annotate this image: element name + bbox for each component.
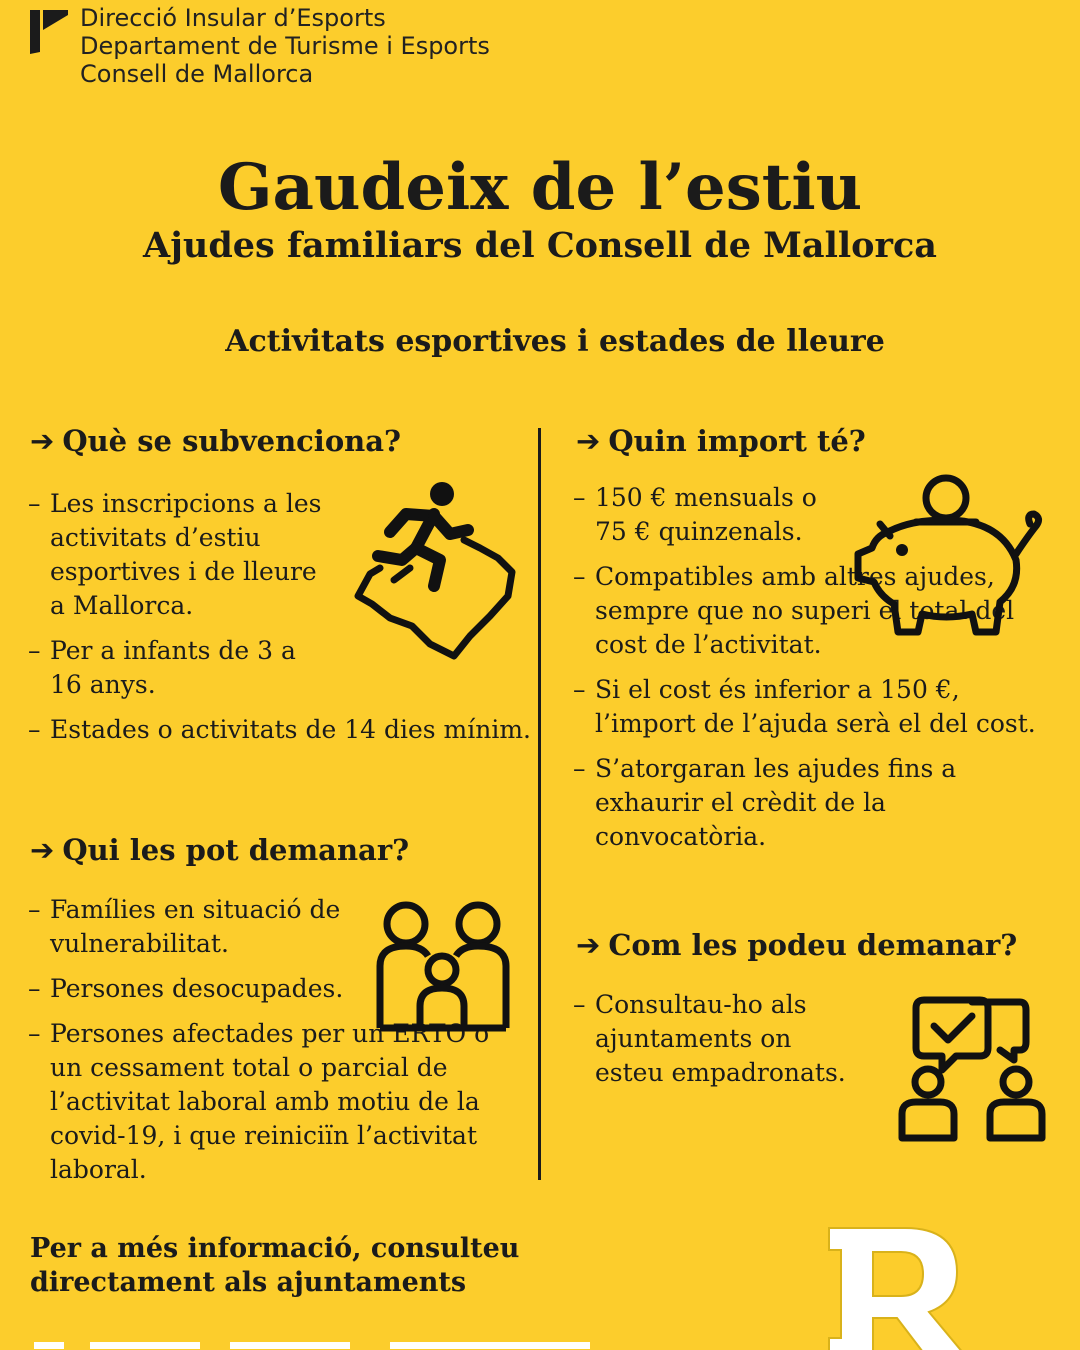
arrow-right-icon: ➔: [576, 424, 601, 458]
page-title: Gaudeix de l’estiu: [217, 150, 863, 225]
footer-info-text: Per a més informació, consulteu directament als ajuntaments: [30, 1233, 520, 1298]
list-item: – Compatibles amb altres ajudes, sempre que no superi el total del cost de l’activitat.: [573, 560, 1060, 662]
list-how: [573, 988, 863, 1101]
list-item: – S’atorgaran les ajudes fins a exhaurir el crèdit de la convocatòria.: [573, 752, 1065, 854]
runner-on-mallorca-map-icon: [350, 476, 520, 666]
list-item: – 150 € mensuals o 75 € quinzenals.: [573, 481, 835, 549]
list-item: – Persones desocupades.: [28, 972, 370, 1006]
list-item: – Per a infants de 3 a 16 anys.: [28, 634, 330, 702]
heading-amount: [576, 421, 866, 461]
heading-amount-label: Quin import té?: [608, 424, 866, 458]
brand-r-logo-icon: [825, 1220, 975, 1350]
heading-who: [30, 830, 409, 870]
cropped-hashtag-decoration: [30, 1338, 590, 1349]
arrow-right-icon: ➔: [576, 928, 601, 962]
list-item: – Consultau-ho als ajuntaments on esteu empadronats.: [573, 988, 863, 1090]
consell-logo-icon: [30, 10, 70, 54]
list-item: – Famílies en situació de vulnerabilitat.: [28, 893, 370, 961]
heading-who-label: Qui les pot demanar?: [62, 833, 410, 867]
page-subtitle: Ajudes familiars del Consell de Mallorca: [143, 225, 937, 266]
section-title: Activitats esportives i estades de lleure: [225, 324, 885, 359]
heading-what: [30, 421, 401, 461]
heading-how-label: Com les podeu demanar?: [608, 928, 1018, 962]
org-line-2: Departament de Turisme i Esports: [80, 32, 490, 60]
org-line-1: Direcció Insular d’Esports: [80, 4, 386, 32]
list-item: – Estades o activitats de 14 dies mínim.: [28, 713, 538, 747]
footer-info: [30, 1232, 710, 1300]
organization-header: [80, 4, 490, 88]
heading-how: [576, 925, 1017, 965]
arrow-right-icon: ➔: [30, 424, 55, 458]
piggy-bank-icon: [850, 474, 1050, 644]
column-divider: [538, 428, 541, 1180]
arrow-right-icon: ➔: [30, 833, 55, 867]
list-item: – Persones afectades per un ERTO o un cessament total o parcial de l’activitat laboral amb motiu de la covid-19, i que reiniciïn l’activitat laboral.: [28, 1017, 495, 1187]
heading-what-label: Què se subvenciona?: [62, 424, 402, 458]
list-item: – Si el cost és inferior a 150 €, l’import de l’ajuda serà el del cost.: [573, 673, 1060, 741]
family-icon: [376, 900, 510, 1032]
list-item: – Les inscripcions a les activitats d’estiu esportives i de lleure a Mallorca.: [28, 487, 330, 623]
consultation-icon: [896, 994, 1048, 1142]
org-line-3: Consell de Mallorca: [80, 60, 314, 88]
